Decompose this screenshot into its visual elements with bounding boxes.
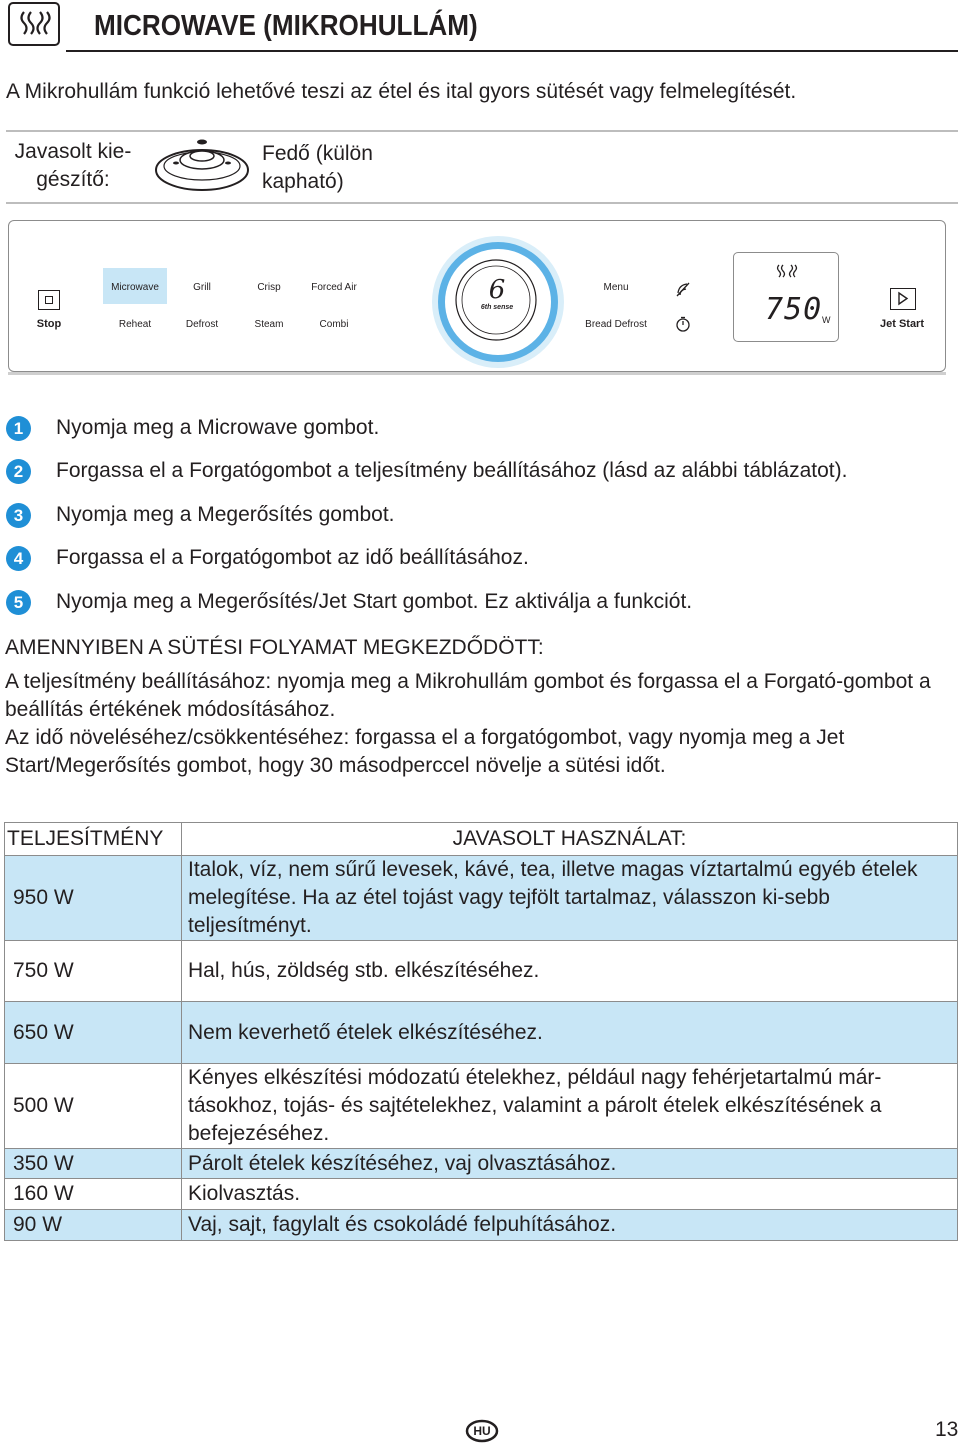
jet-start-label: Jet Start — [879, 318, 925, 330]
table-row — [5, 1179, 958, 1210]
cover-lid-icon — [152, 132, 252, 198]
step-text: Forgassa el a Forgatógombot az idő beállításához. — [56, 546, 529, 569]
combi-button[interactable]: Combi — [319, 319, 349, 330]
step-number-badge: 1 — [6, 416, 31, 441]
bread-defrost-button[interactable]: Bread Defrost — [585, 319, 647, 330]
accessory-label: Javasolt kie-gészítő: — [14, 140, 132, 191]
stop-icon — [45, 296, 53, 304]
grill-button[interactable]: Grill — [193, 282, 211, 293]
power-cell: 160 W — [5, 1179, 182, 1210]
step-5 — [6, 590, 693, 615]
table-row — [5, 1149, 958, 1179]
control-panel-base — [8, 372, 946, 375]
step-number-badge: 5 — [6, 590, 31, 615]
paragraph-time: Az idő növeléséhez/csökkentéséhez: forgassa el a forgatógombot, vagy nyomja meg a Jet Start/Megerősítés gombot, hogy 30 másodperccel növelje a sütési időt. — [5, 726, 845, 777]
table-header-row — [5, 823, 958, 856]
table-row — [5, 1064, 958, 1149]
usage-cell: Nem keverhető ételek elkészítéséhez. — [182, 1002, 958, 1064]
display-power-unit: W — [822, 315, 831, 325]
header-power: TELJESÍTMÉNY — [5, 823, 182, 856]
usage-cell: Kényes elkészítési módozatú ételekhez, például nagy fehérjetartalmú már-tásokhoz, tojás- és sajtételekhez, valamint a párolt ételek elkészítésének a befejezéséhez. — [182, 1064, 958, 1149]
table-row — [5, 856, 958, 941]
power-cell: 350 W — [5, 1149, 182, 1179]
power-cell: 90 W — [5, 1210, 182, 1241]
microwave-waves-icon — [8, 2, 60, 46]
crisp-button[interactable]: Crisp — [257, 282, 281, 293]
section-heading: AMENNYIBEN A SÜTÉSI FOLYAMAT MEGKEZDŐDÖTT: — [5, 636, 544, 659]
paragraph-power: A teljesítmény beállításához: nyomja meg a Mikrohullám gombot és forgassa el a Forgató-gombot a beállítás értékének módosításához. — [5, 670, 931, 721]
power-cell: 950 W — [5, 856, 182, 941]
step-text: Nyomja meg a Microwave gombot. — [56, 416, 380, 439]
power-table — [4, 822, 958, 1241]
accessory-name: Fedő (külön kapható) — [262, 142, 373, 193]
step-number-badge: 4 — [6, 546, 31, 571]
jet-start-button[interactable] — [890, 288, 916, 310]
usage-cell: Párolt ételek készítéséhez, vaj olvasztásához. — [182, 1149, 958, 1179]
step-text: Forgassa el a Forgatógombot a teljesítmény beállításához (lásd az alábbi táblázatot). — [56, 459, 848, 482]
page-title: MICROWAVE (MIKROHULLÁM) — [94, 10, 478, 42]
step-4 — [6, 546, 529, 571]
divider — [6, 130, 958, 132]
power-cell: 650 W — [5, 1002, 182, 1064]
microwave-label: Microwave — [111, 282, 159, 293]
usage-cell: Italok, víz, nem sűrű levesek, kávé, tea, illetve magas víztartalmú egyéb ételek melegítése. Ha az étel tojást vagy tejfölt tartalmaz, válasszon ki-sebb teljesítményt. — [182, 856, 958, 941]
table-row — [5, 941, 958, 1002]
usage-cell: Vaj, sajt, fagylalt és csokoládé felpuhításához. — [182, 1210, 958, 1241]
title-underline — [66, 50, 958, 52]
country-code: HU — [473, 1424, 491, 1438]
power-cell: 500 W — [5, 1064, 182, 1149]
usage-cell: Kiolvasztás. — [182, 1179, 958, 1210]
step-text: Nyomja meg a Megerősítés/Jet Start gombot. Ez aktiválja a funkciót. — [56, 590, 693, 613]
step-1 — [6, 416, 380, 441]
defrost-button[interactable]: Defrost — [185, 319, 219, 330]
step-text: Nyomja meg a Megerősítés gombot. — [56, 503, 395, 526]
table-row — [5, 1002, 958, 1064]
usage-cell: Hal, hús, zöldség stb. elkészítéséhez. — [182, 941, 958, 1002]
step-number-badge: 3 — [6, 503, 31, 528]
header-usage: JAVASOLT HASZNÁLAT: — [182, 823, 958, 856]
timer-icon[interactable] — [674, 315, 692, 333]
divider — [6, 202, 958, 204]
no-sound-icon[interactable] — [674, 280, 692, 298]
stop-label: Stop — [36, 318, 62, 330]
country-badge — [465, 1419, 499, 1443]
power-cell: 750 W — [5, 941, 182, 1002]
step-3 — [6, 503, 395, 528]
sixth-sense-logo: 6 6th sense — [480, 275, 514, 311]
step-number-badge: 2 — [6, 459, 31, 484]
display-power-value: 750 — [765, 292, 823, 327]
step-2 — [6, 459, 848, 484]
microwave-waves-icon — [773, 262, 803, 280]
page-number: 13 — [935, 1418, 959, 1441]
steam-button[interactable]: Steam — [254, 319, 284, 330]
menu-button[interactable]: Menu — [603, 282, 629, 293]
table-row — [5, 1210, 958, 1241]
reheat-button[interactable]: Reheat — [118, 319, 152, 330]
forced-air-button[interactable]: Forced Air — [311, 282, 357, 293]
intro-text: A Mikrohullám funkció lehetővé teszi az étel és ital gyors sütését vagy felmelegítését. — [6, 80, 797, 103]
